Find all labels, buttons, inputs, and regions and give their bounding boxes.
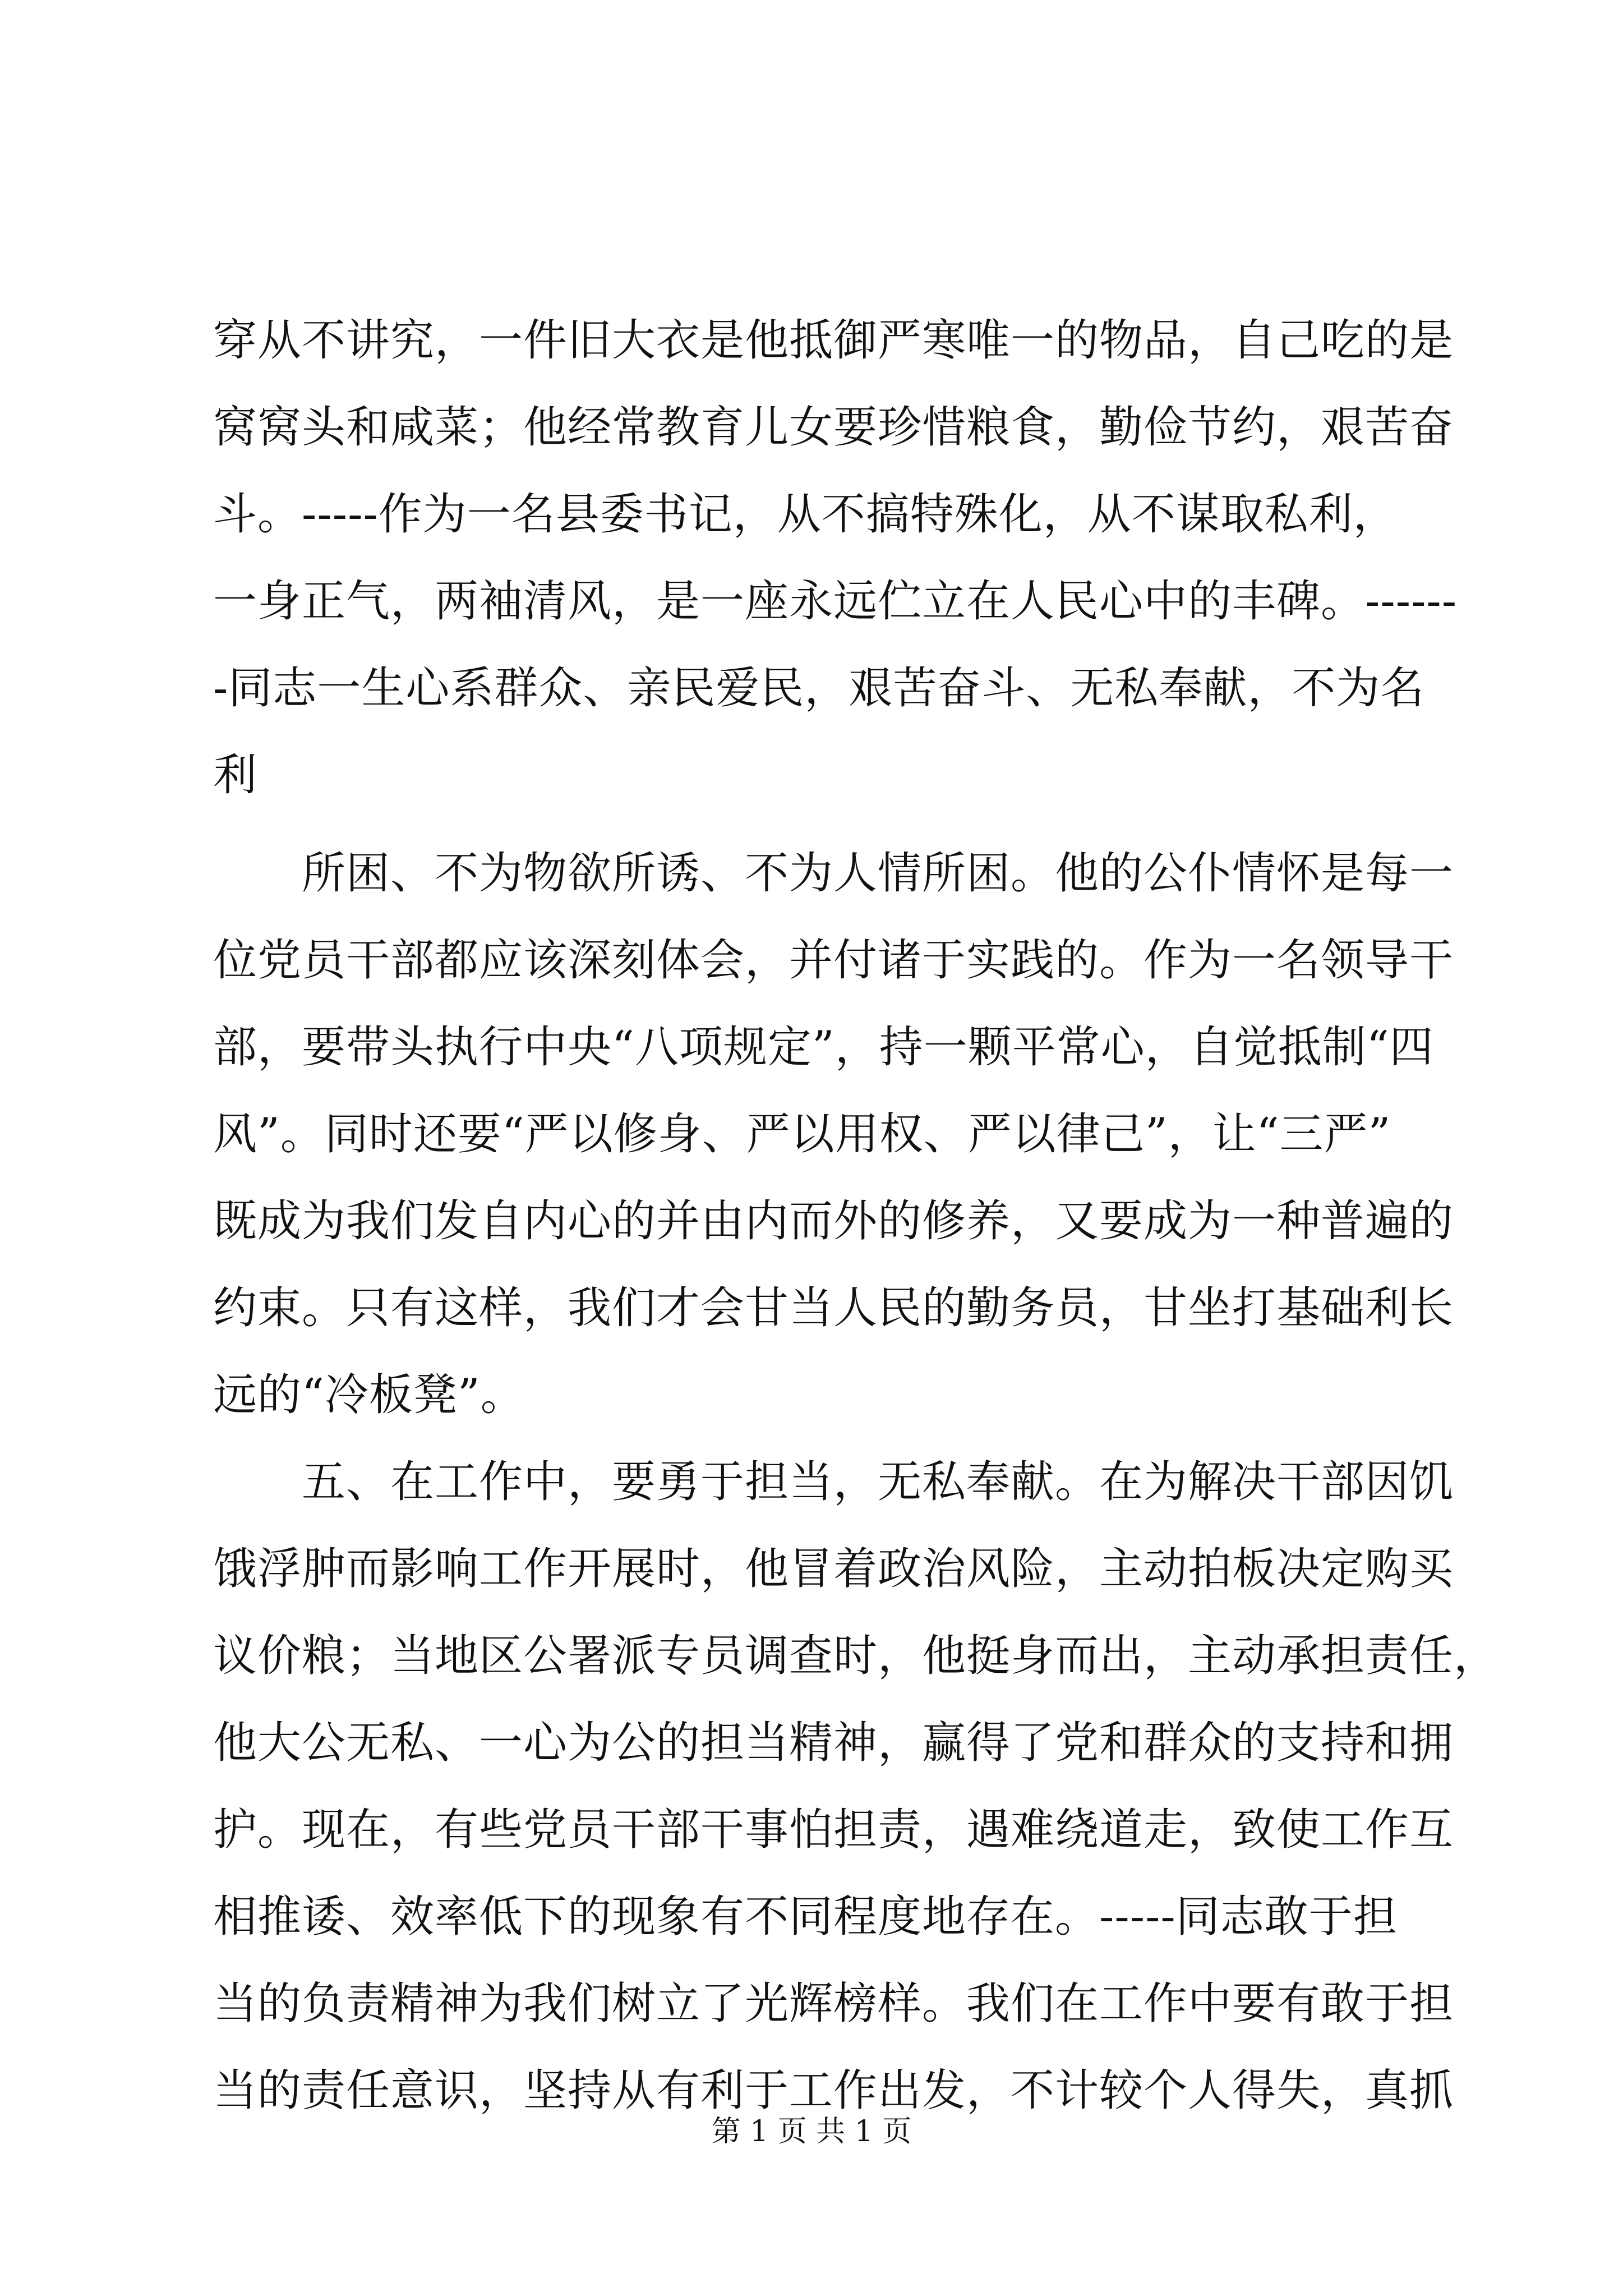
- text-line: 饿浮肿而影响工作开展时，他冒着政治风险，主动拍板决定购买: [213, 1544, 1454, 1594]
- body-text: [213, 297, 1498, 2134]
- text-line: 利: [213, 750, 258, 800]
- text-line: 相推诿、效率低下的现象有不同程度地存在。-----同志敢于担: [213, 1892, 1398, 1942]
- page-footer: 第 1 页 共 1 页: [711, 2115, 912, 2148]
- text-line: 护。现在，有些党员干部干事怕担责，遇难绕道走，致使工作互: [213, 1805, 1454, 1855]
- text-line: 斗。-----作为一名县委书记，从不搞特殊化，从不谋取私利，: [213, 489, 1398, 540]
- text-line: 议价粮；当地区公署派专员调查时，他挺身而出，主动承担责任，: [213, 1631, 1498, 1681]
- text-line: 风”。同时还要“严以修身、严以用权、严以律己”，让“三严”: [213, 1109, 1391, 1159]
- text-line: 远的“冷板凳”。: [213, 1370, 525, 1420]
- text-line: 部，要带头执行中央“八项规定”，持一颗平常心，自觉抵制“四: [213, 1022, 1434, 1073]
- text-line: 当的负责精神为我们树立了光辉榜样。我们在工作中要有敢于担: [213, 1978, 1454, 2029]
- paragraph-start-line: 五、在工作中，要勇于担当，无私奉献。在为解决干部因饥: [213, 1457, 1454, 1507]
- text-line: 约束。只有这样，我们才会甘当人民的勤务员，甘坐打基础利长: [213, 1283, 1454, 1333]
- text-line: 他大公无私、一心为公的担当精神，赢得了党和群众的支持和拥: [213, 1718, 1454, 1768]
- text-line: 既成为我们发自内心的并由内而外的修养，又要成为一种普遍的: [213, 1196, 1454, 1246]
- text-line: 穿从不讲究，一件旧大衣是他抵御严寒唯一的物品，自己吃的是: [213, 315, 1454, 366]
- text-line: 当的责任意识，坚持从有利于工作出发，不计较个人得失，真抓: [213, 2065, 1454, 2116]
- paragraph-start-line: 所困、不为物欲所诱、不为人情所困。他的公仆情怀是每一: [213, 848, 1454, 899]
- text-line: 位党员干部都应该深刻体会，并付诸于实践的。作为一名领导干: [213, 935, 1454, 986]
- text-line: 一身正气，两袖清风，是一座永远伫立在人民心中的丰碑。------: [213, 576, 1458, 627]
- text-line: -同志一生心系群众、亲民爱民，艰苦奋斗、无私奉献，不为名: [213, 663, 1425, 714]
- text-line: 窝窝头和咸菜；他经常教育儿女要珍惜粮食，勤俭节约，艰苦奋: [213, 402, 1454, 453]
